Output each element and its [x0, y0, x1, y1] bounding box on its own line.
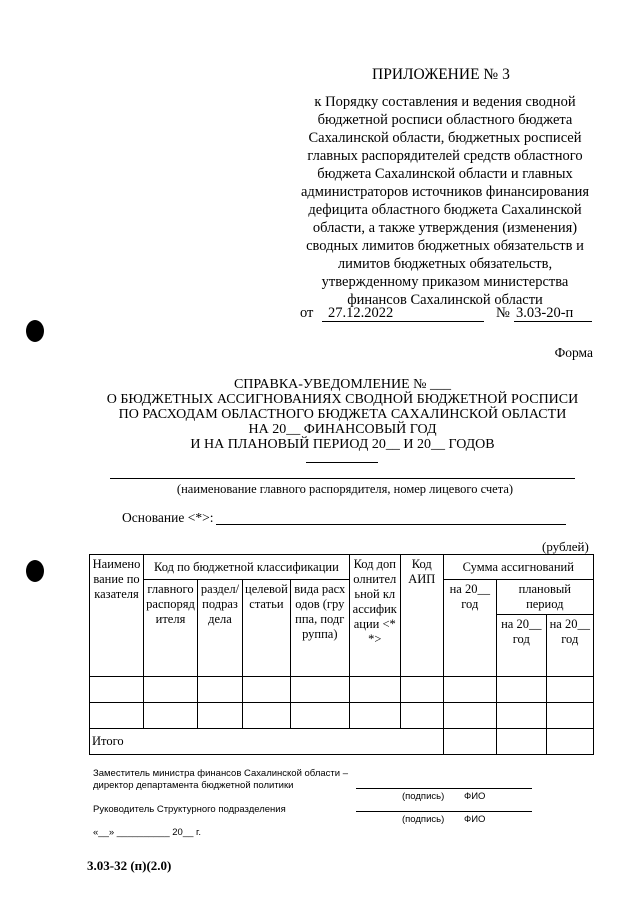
document-title-line: НА 20__ ФИНАНСОВЫЙ ГОД [248, 422, 437, 437]
basis-label: Основание <*>: [122, 510, 214, 525]
document-title-line: О БЮДЖЕТНЫХ АССИГНОВАНИЯХ СВОДНОЙ БЮДЖЕТНОЙ РОСПИСИ [106, 392, 579, 407]
table-cell[interactable] [546, 703, 593, 729]
table-cell[interactable] [198, 677, 243, 703]
table-cell[interactable] [290, 677, 349, 703]
total-label: Итого [90, 729, 444, 755]
header-section [198, 580, 243, 677]
appendix-line: администраторов источников финансирования [300, 184, 590, 200]
approval-number: 3.03-20-п [516, 305, 574, 321]
header-additional-code [349, 555, 400, 677]
recipient-field[interactable] [110, 466, 575, 479]
deputy-title-line1: Заместитель министра финансов Сахалинской области – [93, 768, 348, 779]
header-sum: Сумма ассигнований [443, 555, 593, 580]
table-cell[interactable] [290, 703, 349, 729]
header-main-manager-text: главного распорядителя [146, 582, 195, 626]
signature-caption: (подпись) [402, 814, 445, 825]
table-cell[interactable] [144, 677, 198, 703]
table-cell[interactable] [496, 703, 546, 729]
title-underline [306, 450, 378, 463]
appendix-line: лимитов бюджетных обязательств, [337, 256, 553, 272]
appendix-line: области, а также утверждения (изменения) [312, 220, 578, 236]
table-cell[interactable] [144, 703, 198, 729]
deputy-signature-line[interactable] [356, 778, 532, 789]
table-cell[interactable] [349, 703, 400, 729]
form-label: Форма [554, 345, 593, 360]
table-row [90, 703, 594, 729]
header-classification: Код по бюджетной классификации [144, 555, 350, 580]
header-aip-code: Код АИП [400, 555, 443, 677]
number-prefix: № [496, 305, 510, 321]
table-total-row [90, 729, 594, 755]
recipient-caption: (наименование главного распорядителя, номер лицевого счета) [176, 482, 514, 496]
table-cell[interactable] [400, 677, 443, 703]
punch-hole-top [26, 320, 44, 342]
approval-date: 27.12.2022 [328, 305, 394, 321]
appendix-line: главных распорядителей средств областного [307, 148, 583, 164]
approval-number-field [514, 304, 592, 322]
document-title-line: ПО РАСХОДАМ ОБЛАСТНОГО БЮДЖЕТА САХАЛИНСКОЙ ОБЛАСТИ [118, 407, 567, 422]
header-expense-type-text: вида расходов (группа, подгруппа) [294, 582, 346, 641]
appendix-line: утвержденному приказом министерства [321, 274, 569, 290]
punch-hole-bottom [26, 560, 44, 582]
units-label: (рублей) [542, 539, 589, 554]
date-prefix: от [300, 305, 314, 321]
signature-caption: (подпись) [402, 791, 445, 802]
table-cell[interactable] [90, 703, 144, 729]
table-cell[interactable] [400, 703, 443, 729]
header-additional-code-text: Код дополнительной классификации <**> [352, 557, 397, 646]
approval-date-field [322, 304, 484, 322]
name-caption: ФИО [464, 791, 486, 802]
appendix-line: сводных лимитов бюджетных обязательств и [306, 238, 584, 254]
appendix-title: ПРИЛОЖЕНИЕ № 3 [372, 66, 510, 83]
header-year-3: на 20__ год [546, 615, 593, 677]
header-name [90, 555, 144, 677]
header-year: на 20__ год [443, 580, 496, 677]
table-cell[interactable] [349, 677, 400, 703]
table-cell[interactable] [546, 677, 593, 703]
header-target: целевой статьи [243, 580, 291, 677]
appendix-line: бюджета Сахалинской области и главных [317, 166, 573, 182]
appendix-line: бюджетной росписи областного бюджета [317, 112, 573, 128]
table-cell[interactable] [443, 703, 496, 729]
form-code: 3.03-32 (п)(2.0) [87, 858, 172, 873]
appendix-line: финансов Сахалинской области [347, 292, 543, 308]
document-title-line: И НА ПЛАНОВЫЙ ПЕРИОД 20__ И 20__ ГОДОВ [190, 437, 495, 452]
table-cell[interactable] [496, 677, 546, 703]
appendix-line: дефицита областного бюджета Сахалинской [308, 202, 582, 218]
deputy-title-line2: директор департамента бюджетной политики [93, 780, 294, 791]
assignments-table [89, 554, 594, 755]
table-cell[interactable] [198, 703, 243, 729]
table-cell[interactable] [90, 677, 144, 703]
header-name-text: Наименование показателя [92, 557, 141, 601]
head-signature-line[interactable] [356, 801, 532, 812]
table-header-row [90, 555, 594, 580]
header-planned-period: плановый период [496, 580, 593, 615]
name-caption: ФИО [464, 814, 486, 825]
document-title-line: СПРАВКА-УВЕДОМЛЕНИЕ № ___ [233, 377, 452, 392]
table-cell[interactable] [496, 729, 546, 755]
header-section-text: раздел/подраздела [200, 582, 240, 626]
basis-field[interactable] [216, 510, 566, 525]
table-cell[interactable] [443, 677, 496, 703]
header-year-2: на 20__ год [496, 615, 546, 677]
signature-date: «__» __________ 20__ г. [93, 827, 201, 838]
table-cell[interactable] [243, 677, 291, 703]
table-cell[interactable] [243, 703, 291, 729]
head-title: Руководитель Структурного подразделения [93, 804, 286, 815]
table-cell[interactable] [443, 729, 496, 755]
table-row [90, 677, 594, 703]
header-main-manager [144, 580, 198, 677]
appendix-line: к Порядку составления и ведения сводной [314, 94, 576, 110]
table-header-row [90, 580, 594, 615]
table-cell[interactable] [546, 729, 593, 755]
appendix-line: Сахалинской области, бюджетных росписей [308, 130, 582, 146]
header-expense-type [290, 580, 349, 677]
